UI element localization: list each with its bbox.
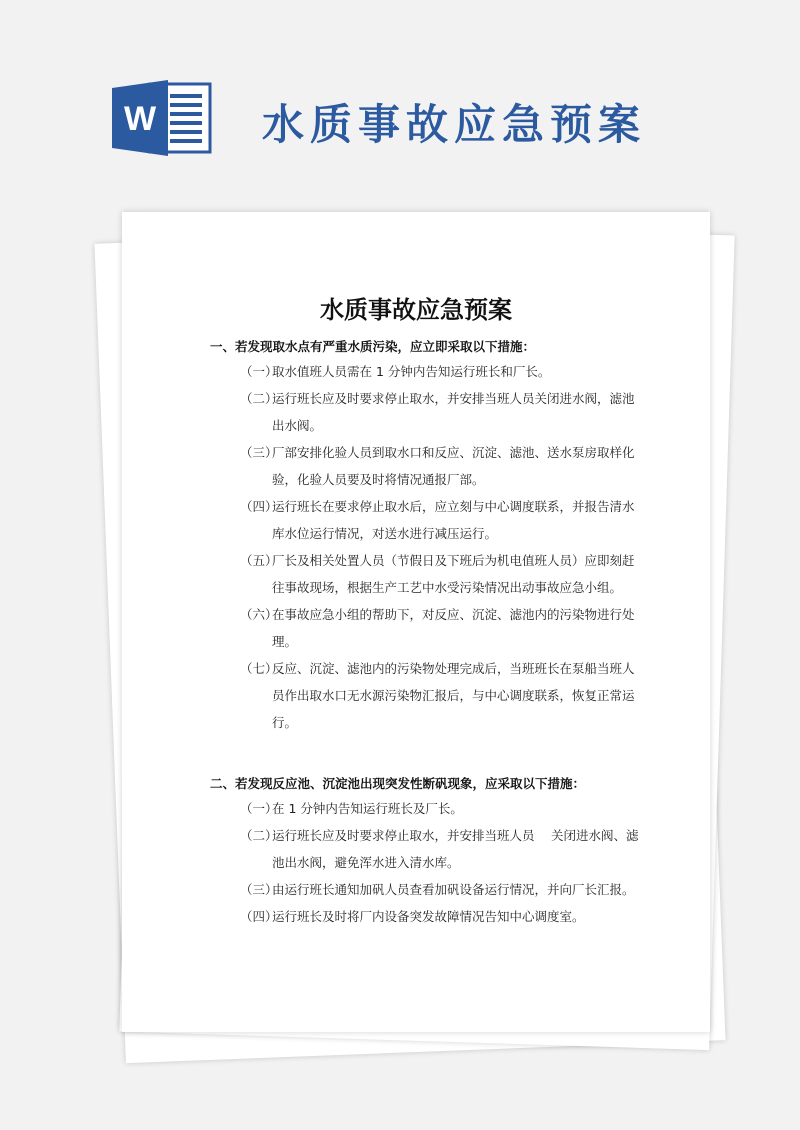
item-text: 库水位运行情况，对送水进行减压运行。	[272, 526, 498, 541]
item-line	[240, 493, 635, 520]
item-text: 往事故现场，根据生产工艺中水受污染情况出动事故应急小组。	[272, 580, 623, 595]
item-text: 在 1 分钟内告知运行班长及厂长。	[272, 801, 463, 816]
item-text: 行。	[272, 715, 298, 730]
item-label: （六）	[240, 607, 278, 622]
item-line	[240, 682, 635, 709]
item-line	[240, 822, 638, 849]
item-line	[240, 795, 463, 822]
item-line	[240, 628, 635, 655]
list-item	[240, 439, 635, 493]
item-label: （二）	[240, 828, 278, 843]
item-text: 由运行班长通知加矾人员查看加矾设备运行情况，并向厂长汇报。	[272, 882, 635, 897]
item-line	[240, 439, 635, 466]
section-heading: 二、若发现反应池、沉淀池出现突发性断矾现象，应采取以下措施：	[210, 776, 586, 791]
item-line	[240, 876, 635, 903]
banner	[0, 0, 800, 200]
document-page	[122, 212, 710, 1032]
word-icon	[112, 80, 212, 156]
list-item	[240, 822, 638, 876]
item-label: （四）	[240, 909, 278, 924]
item-text: 池出水阀，避免浑水进入清水库。	[272, 855, 460, 870]
word-icon-letter: W	[123, 100, 157, 138]
item-line	[240, 849, 638, 876]
item-text: 员作出取水口无水源污染物汇报后，与中心调度联系，恢复正常运	[272, 688, 635, 703]
list-item	[240, 795, 463, 822]
item-label: （七）	[240, 661, 278, 676]
item-line	[240, 520, 635, 547]
item-line	[240, 358, 550, 385]
list-item	[240, 655, 635, 736]
list-item	[240, 385, 635, 439]
item-line	[240, 655, 635, 682]
item-text: 运行班长及时将厂内设备突发故障情况告知中心调度室。	[272, 909, 585, 924]
item-text: 取水值班人员需在 1 分钟内告知运行班长和厂长。	[272, 364, 551, 379]
item-text: 运行班长应及时要求停止取水，并安排当班人员 关闭进水阀、滤	[272, 828, 639, 843]
page-title: 水质事故应急预案	[320, 296, 512, 324]
item-line	[240, 412, 635, 439]
item-label: （二）	[240, 391, 278, 406]
item-line	[240, 574, 635, 601]
item-label: （一）	[240, 364, 278, 379]
list-item	[240, 876, 635, 903]
item-label: （三）	[240, 445, 278, 460]
list-item	[240, 903, 585, 930]
item-line	[240, 709, 635, 736]
list-item	[240, 493, 635, 547]
item-text: 在事故应急小组的帮助下，对反应、沉淀、滤池内的污染物进行处	[272, 607, 635, 622]
item-label: （三）	[240, 882, 278, 897]
list-item	[240, 547, 635, 601]
item-text: 运行班长在要求停止取水后，应立刻与中心调度联系，并报告清水	[272, 499, 635, 514]
item-text: 理。	[272, 634, 298, 649]
item-line	[240, 385, 635, 412]
section-heading: 一、若发现取水点有严重水质污染，应立即采取以下措施：	[210, 339, 536, 354]
item-label: （五）	[240, 553, 278, 568]
item-label: （四）	[240, 499, 278, 514]
list-item	[240, 358, 550, 385]
list-item	[240, 601, 635, 655]
item-line	[240, 903, 585, 930]
banner-title: 水质事故应急预案	[262, 100, 647, 149]
item-text: 反应、沉淀、滤池内的污染物处理完成后，当班班长在泵船当班人	[272, 661, 635, 676]
item-line	[240, 601, 635, 628]
item-text: 验，化验人员要及时将情况通报厂部。	[272, 472, 485, 487]
item-text: 运行班长应及时要求停止取水，并安排当班人员关闭进水阀，滤池	[272, 391, 635, 406]
item-line	[240, 547, 635, 574]
item-text: 厂部安排化验人员到取水口和反应、沉淀、滤池、送水泵房取样化	[272, 445, 635, 460]
item-label: （一）	[240, 801, 278, 816]
item-text: 出水阀。	[272, 418, 323, 433]
item-text: 厂长及相关处置人员（节假日及下班后为机电值班人员）应即刻赶	[272, 553, 635, 568]
item-line	[240, 466, 635, 493]
